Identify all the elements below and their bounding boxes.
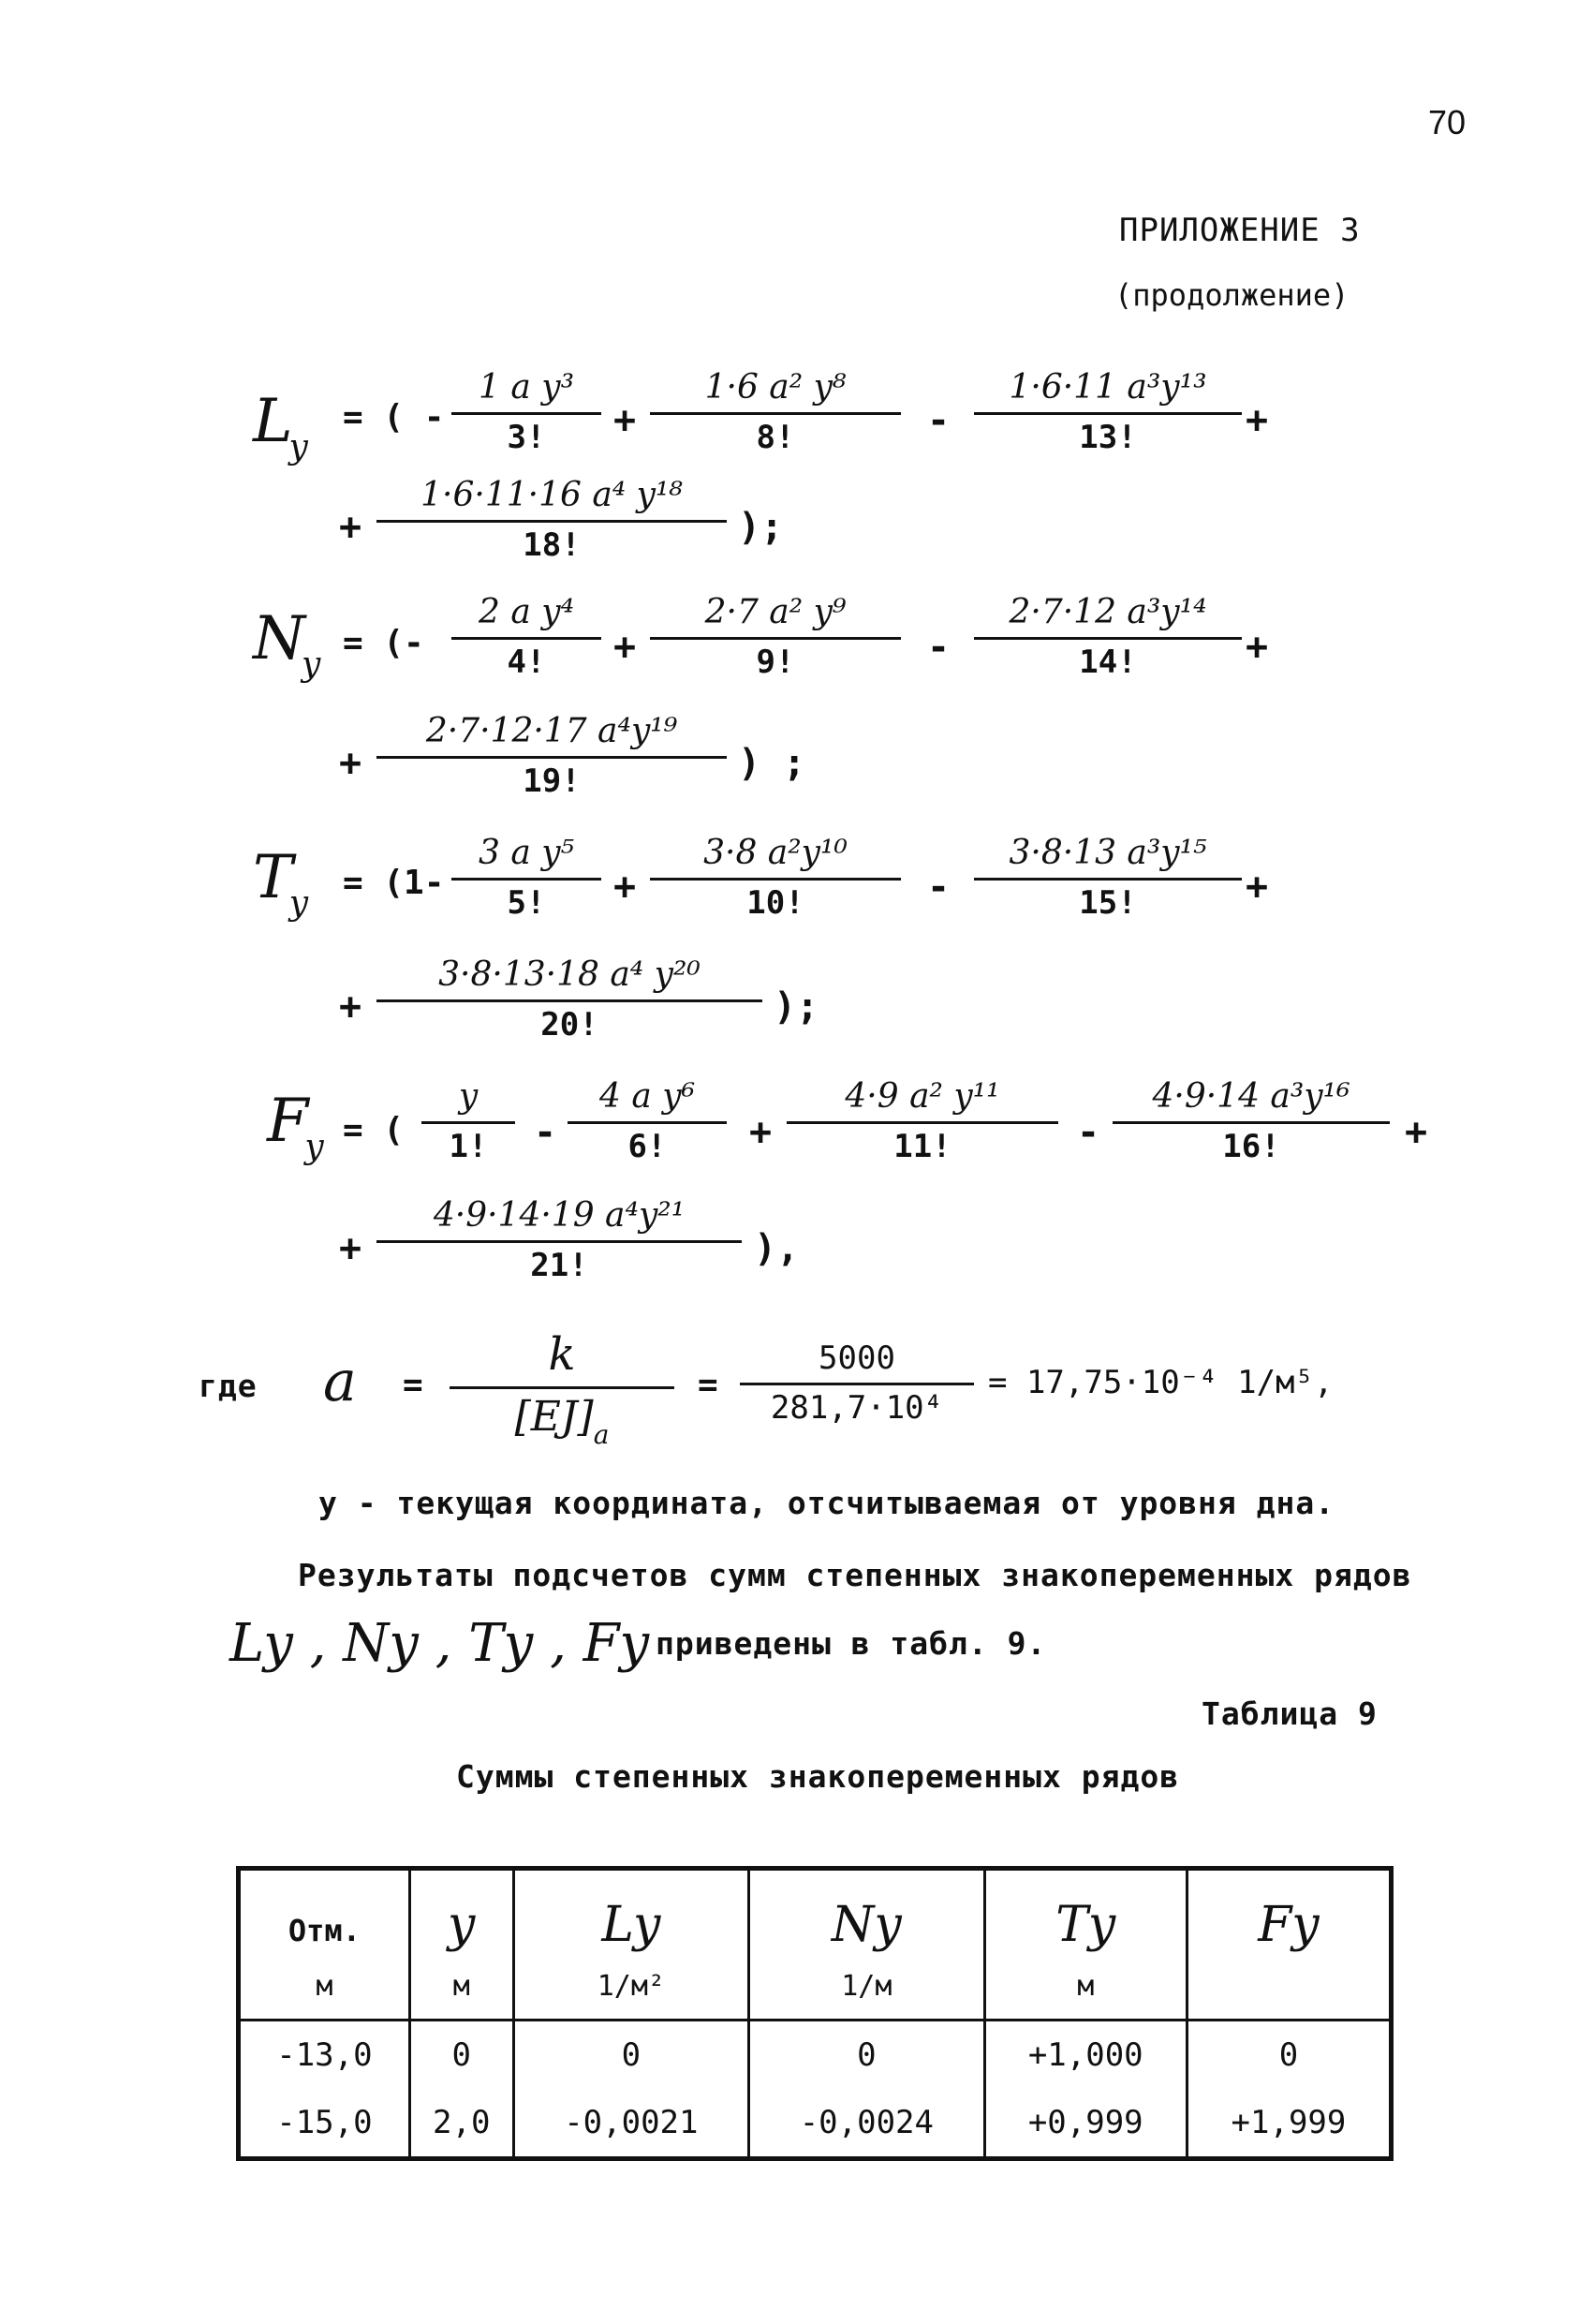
minus-sign: - [1077,1111,1100,1154]
table-row [239,2021,1392,2090]
ly-term-3: $\frac{\text{1·6·11 a³y¹³}}{13!}$ [974,368,1242,456]
header-ty: Ty [984,1869,1187,1954]
table-label: Таблица 9 [1202,1695,1378,1732]
formula-end: ); [774,985,819,1029]
header-ny: Ny [749,1869,985,1954]
plus-sign: + [1246,866,1269,909]
ny-term-3: $\frac{\text{2·7·12 a³y¹⁴}}{14!}$ [974,593,1242,681]
unit-y: м [409,1953,513,2021]
plus-sign: + [339,506,362,549]
fy-term-0: $\frac{y}{1!}$ [421,1077,515,1165]
page-number: 70 [1428,103,1467,141]
header-otm: Отм. [288,1913,361,1948]
table-cell: 0 [513,2021,749,2090]
ly-term-2: $\frac{\text{1·6 a² y⁸}}{8!}$ [650,368,901,456]
plus-sign: + [339,742,362,785]
ty-term-1: $\frac{\text{3 a y⁵}}{5!}$ [451,834,601,922]
results-reference: приведены в табл. 9. [656,1625,1047,1662]
ny-term-2: $\frac{\text{2·7 a² y⁹}}{9!}$ [650,593,901,681]
plus-sign: + [613,626,637,669]
minus-sign: - [927,866,951,909]
plus-sign: + [749,1111,773,1154]
plus-sign: + [613,866,637,909]
a-fraction: $\frac{k}{[EJ]_a}$ [450,1328,674,1441]
a-result: = 17,75·10⁻⁴ 1/м⁵, [988,1364,1334,1401]
a-symbol: a [323,1349,357,1414]
ty-term-2: $\frac{\text{3·8 a²y¹⁰}}{10!}$ [650,834,901,922]
plus-sign: + [1246,626,1269,669]
table-cell: 2,0 [409,2089,513,2159]
fy-term-2: $\frac{\text{4·9 a² y¹¹}}{11!}$ [787,1077,1058,1165]
table-cell: 0 [749,2021,985,2090]
table-title: Суммы степенных знакопеременных рядов [456,1758,1180,1795]
equals-sign: = (- [343,624,424,662]
equals-sign: = [403,1366,423,1404]
fy-term-4: $\frac{\text{4·9·14·19 a⁴y²¹}}{21!}$ [376,1196,742,1284]
formula-end: ), [754,1227,800,1270]
plus-sign: + [613,399,637,442]
fy-term-1: $\frac{\text{4 a y⁶}}{6!}$ [568,1077,727,1165]
table-cell: -15,0 [276,2104,373,2141]
appendix-title: ПРИЛОЖЕНИЕ 3 [1119,212,1361,249]
table-cell: +1,000 [984,2021,1187,2090]
table-header-units [239,1953,1392,2021]
equals-sign: = [698,1366,718,1404]
where-word: где [199,1368,258,1404]
series-symbols: Ly , Ny , Ty , Fy [229,1613,650,1674]
header-ly: Ly [513,1869,749,1954]
formula-ny-symbol: $N_y$ [253,604,321,684]
unit-fy [1187,1953,1391,2021]
plus-sign: + [1246,399,1269,442]
unit-otm: м [239,1953,410,2021]
header-fy: Fy [1187,1869,1391,1954]
table-cell: 0 [409,2021,513,2090]
unit-ly: 1/м² [513,1953,749,2021]
unit-ty: м [984,1953,1187,2021]
table-row [239,2089,1392,2159]
equals-sign: = ( - [343,398,445,437]
formula-fy-symbol: $F_y$ [267,1087,324,1166]
equals-sign: = ( [343,1111,405,1149]
ny-term-1: $\frac{\text{2 a y⁴}}{4!}$ [451,593,601,681]
formula-end: ); [738,506,784,549]
table-cell: +0,999 [984,2089,1187,2159]
table-cell: +1,999 [1187,2089,1391,2159]
table-header-symbols [239,1869,1392,1954]
appendix-subtitle: (продолжение) [1114,277,1350,313]
minus-sign: - [927,626,951,669]
plus-sign: + [1405,1111,1428,1154]
table-cell: -0,0021 [513,2089,749,2159]
ny-term-4: $\frac{\text{2·7·12·17 a⁴y¹⁹}}{19!}$ [376,712,727,800]
y-description: y - текущая координата, отсчитываемая от уровня дна. [318,1485,1335,1521]
formula-ty-symbol: $T_y$ [253,843,309,923]
equals-sign: = (1- [343,864,445,902]
unit-ny: 1/м [749,1953,985,2021]
table-cell: 0 [1187,2021,1391,2090]
plus-sign: + [339,1227,362,1270]
ty-term-3: $\frac{\text{3·8·13 a³y¹⁵}}{15!}$ [974,834,1242,922]
plus-sign: + [339,985,362,1029]
header-y: y [409,1869,513,1954]
formula-end: ) ; [738,742,806,785]
ly-term-4: $\frac{\text{1·6·11·16 a⁴ y¹⁸}}{18!}$ [376,476,727,564]
minus-sign: - [534,1111,557,1154]
table-9 [236,1866,1394,2161]
results-sentence: Результаты подсчетов сумм степенных знакопеременных рядов [298,1557,1412,1593]
fy-term-3: $\frac{\text{4·9·14 a³y¹⁶}}{16!}$ [1113,1077,1390,1165]
table-cell: -0,0024 [749,2089,985,2159]
table-cell: -13,0 [276,2036,373,2074]
ly-term-1: $\frac{\text{1 a y³}}{3!}$ [451,368,601,456]
value-fraction: $\frac{5000}{\text{281,7·10⁴}}$ [740,1340,974,1427]
minus-sign: - [927,399,951,442]
formula-ly-symbol: $L_y$ [253,387,308,466]
ty-term-4: $\frac{\text{3·8·13·18 a⁴ y²⁰}}{20!}$ [376,955,762,1044]
